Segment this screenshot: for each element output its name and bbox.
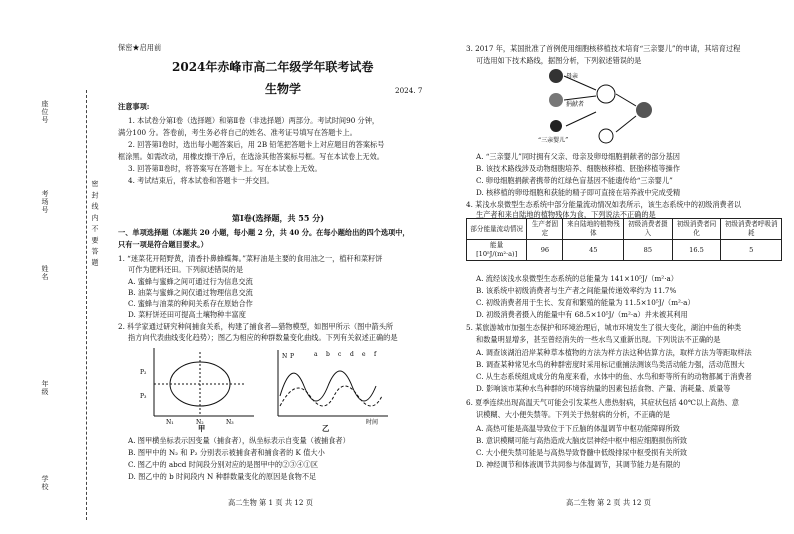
table-header-cell: 初级消费者同化	[672, 219, 721, 240]
binding-warning: 密 封 线 内 不 要 答 题	[91, 180, 99, 267]
binding-line	[86, 90, 87, 520]
section1-title: 一、单项选择题（本题共 20 小题，每小题 2 分，共 40 分。在每小题给出的四个选项中，	[118, 228, 410, 237]
table-cell: 能量 [10⁵J/(m²·a)]	[467, 240, 527, 261]
table-cell: 96	[527, 240, 563, 261]
school-label: 学校	[41, 475, 49, 491]
figure-yi-label: 乙	[322, 424, 330, 433]
q1-option-b: B. 油菜与蜜蜂之间仅通过物理信息交流	[128, 288, 253, 297]
table-cell: 45	[563, 240, 624, 261]
diagram-label-donor: 捐献者	[566, 101, 585, 108]
q5-option-b: B. 调查某种常见水鸟的种群密度时采用标记重捕法测该鸟类活动能力强，活动范围大	[476, 360, 745, 369]
arrow-line	[616, 116, 636, 132]
fig-a-mark: N₃	[226, 419, 234, 426]
confidential-mark: 保密★启用前	[118, 43, 162, 52]
seat-number-label: 座位号	[41, 100, 49, 124]
q3-diagram	[536, 66, 666, 148]
notice-line: 1. 本试卷分第Ⅰ卷（选择题）和第Ⅱ卷（非选择题）两部分。考试时间90 分钟，	[128, 116, 380, 125]
mother-oocyte-icon	[549, 69, 563, 83]
q6-option-a: A. 高热可能是高温导致位于下丘脑的体温调节中枢功能障碍所致	[476, 424, 680, 433]
section1-title-cont: 只有一项是符合题目要求。）	[118, 240, 208, 249]
fig-b-mark: c	[338, 351, 342, 358]
q3-option-a: A. “三亲婴儿”同时拥有父亲、母亲及卵母细胞捐献者的部分基因	[476, 152, 680, 161]
q6-stem: 6. 夏季连续出现高温天气可能会引发某些人患热射病，其症状包括 40℃以上高热、意	[466, 398, 739, 407]
page-footer-right: 高二生物 第 2 页 共 12 页	[566, 498, 651, 507]
notice-line: 2. 回答第Ⅰ卷时，选出每小题答案后，用 2B 铅笔把答题卡上对应题目的答案标号	[128, 140, 385, 149]
table-header-row	[467, 219, 782, 240]
table-header-cell: 生产者固定	[527, 219, 563, 240]
notice-line: 3. 回答第Ⅱ卷时，将答案写在答题卡上。写在本试卷上无效。	[128, 164, 322, 173]
fig-a-mark: P₂	[140, 369, 147, 376]
q4-option-c: C. 初级消费者用于生长、发育和繁殖的能量为 11.5×10⁵J/（m²·a）	[476, 298, 695, 307]
q1-option-c: C. 蜜蜂与油菜的种间关系存在原始合作	[128, 299, 253, 308]
q3-stem: 可选用如下技术路线，据图分析，下列叙述错误的是	[476, 56, 642, 65]
energy-table	[466, 218, 782, 261]
q4-option-d: D. 初级消费者摄入的能量中有 68.5×10⁵J/（m²·a）并未被其利用	[476, 310, 688, 319]
q6-option-b: B. 意识模糊可能与高热造成大脑皮层神经中枢中相应细胞损伤所致	[476, 436, 688, 445]
fig-b-curve-p	[280, 386, 382, 406]
q3-option-b: B. 该技术路线涉及动物细胞培养、细胞核移植、胚胎移植等操作	[476, 164, 680, 173]
q1-stem: 可作为肥料还田。下列叙述错误的是	[128, 265, 244, 274]
fig-b-mark: a	[314, 351, 318, 358]
fig-a-mark: P₃	[140, 393, 147, 400]
diagram-label-baby: “三亲婴儿”	[538, 137, 569, 144]
zygote-icon	[636, 102, 652, 118]
notice-title: 注意事项:	[118, 102, 150, 111]
q4-option-b: B. 该系统中初级消费者与生产者之间能量传递效率约为 11.7%	[476, 286, 677, 295]
arrow-line	[616, 94, 636, 106]
table-cell: 16.5	[672, 240, 721, 261]
donor-oocyte-icon	[549, 93, 563, 107]
table-header-cell: 来自陆地的植物残体	[563, 219, 624, 240]
q5-option-d: D. 影响该市某种水鸟种群的环境容纳量的因素包括食物、产量、消耗量、质量等	[476, 384, 731, 393]
q2-stem: 2. 科学家通过研究种间捕食关系，构建了捕食者—猎物模型，如图甲所示（图中箭头所	[118, 322, 394, 331]
fig-a-mark: N₂	[196, 419, 204, 426]
arrow-line	[564, 96, 596, 100]
q5-option-a: A. 调查该湖泊沿岸某种草本植物的方法为样方法这种估算方法，取样方法为等距取样法	[476, 348, 752, 357]
q2-option-d: D. 图乙中的 b 时间段内 N 种群数量变化的原因是食物不足	[128, 472, 317, 481]
diagram-label-mother: 母亲	[566, 73, 579, 80]
q3-stem: 3. 2017 年，某国批准了首例使用细胞核移植技术培育“三亲婴儿”的申请，其培育过程	[466, 44, 741, 53]
figure-jia	[140, 344, 260, 426]
exam-date: 2024. 7	[395, 86, 423, 95]
table-header-cell: 初级消费者呼吸消耗	[721, 219, 782, 240]
q4-stem: 生产者和来自陆地的植物残体为食，下列说法不正确的是	[476, 210, 656, 219]
q6-option-c: C. 大小便失禁可能是与高热导致脊髓中低级排尿中枢受损有关所致	[476, 448, 688, 457]
q5-stem: 5. 某旅游城市加强生态保护和环境治理后，城市环境发生了很大变化，湖泊中鱼的种类	[466, 323, 742, 332]
father-sperm-icon	[550, 120, 562, 132]
q4-option-a: A. 流经该浅水泉微型生态系统的总能量为 141×10⁵J/（m²·a）	[476, 274, 678, 283]
fig-b-mark: f	[374, 351, 377, 358]
table-row	[467, 240, 782, 261]
q2-option-c: C. 图乙中的 abcd 时间段分别对应的是图甲中的②③④①区	[128, 460, 319, 469]
subject-title: 生物学	[265, 82, 302, 96]
q1-option-d: D. 菜籽饼还田可提高土壤物种丰富度	[128, 310, 246, 319]
table-header-cell: 部分能量流动情况	[467, 219, 527, 240]
exam-room-label: 考场号	[41, 190, 49, 214]
notice-line: 4. 考试结束后，将本试卷和答题卡一并交回。	[128, 176, 274, 185]
fig-a-mark: N₁	[166, 419, 174, 426]
table-cell: 5	[721, 240, 782, 261]
baby-icon	[599, 129, 613, 143]
fig-b-mark: d	[350, 351, 354, 358]
q1-stem: 1. “迷菜花开陌野黄，清香扑鼻蜂蝶舞。”菜籽油是主要的食用油之一，植秆和菜籽饼	[118, 254, 383, 263]
q6-stem: 识模糊、大小便失禁等。下列关于热射病的分析，不正确的是	[476, 410, 671, 419]
notice-line: 框涂黑。如需改动，用橡皮擦干净后，在选涂其他答案标号框。写在本试卷上无效。	[118, 152, 384, 161]
q3-option-d: D. 核移植的卵母细胞和获能的精子即可直接在培养液中完成受精	[476, 188, 681, 197]
q4-stem: 4. 某浅水泉微型生态系统中部分能量流动情况如表所示，该生态系统中的初级消费者以	[466, 200, 742, 209]
fig-b-mark: P	[290, 353, 295, 360]
part1-title: 第Ⅰ卷(选择题，共 55 分)	[232, 213, 325, 223]
fig-b-mark: N	[282, 353, 288, 360]
fig-b-mark: e	[362, 351, 366, 358]
q1-option-a: A. 蜜蜂与蜜蜂之间可通过行为信息交流	[128, 277, 253, 286]
reconstructed-egg-icon	[597, 85, 615, 103]
table-cell: 85	[624, 240, 672, 261]
grade-label: 年级	[41, 380, 49, 396]
figure-yi	[270, 346, 390, 426]
q2-option-a: A. 图甲横坐标表示因变量（捕食者），纵坐标表示自变量（被捕食者）	[128, 436, 350, 445]
notice-line: 满分100 分。答卷前，考生务必将自己的姓名、准考证号填写在答题卡上。	[118, 128, 357, 137]
q6-option-d: D. 神经调节和体液调节共同参与体温调节，其调节能力是有限的	[476, 460, 681, 469]
figure-jia-label: 甲	[198, 424, 206, 433]
arrow-line	[566, 112, 596, 126]
q2-stem: 指方向代表曲线变化趋势）；图乙为相应的种群数量变化曲线。下列有关叙述正确的是	[128, 333, 398, 342]
table-header-cell: 初级消费者摄入	[624, 219, 672, 240]
q3-option-c: C. 卵母细胞捐献者携带的红绿色盲基因不能遗传给“三亲婴儿”	[476, 176, 673, 185]
fig-b-mark: b	[326, 351, 330, 358]
q2-option-b: B. 图甲中的 N₂ 和 P₂ 分别表示被捕食者和捕食者的 K 值大小	[128, 448, 325, 457]
fig-b-x-label: 时间	[366, 419, 379, 426]
q5-option-c: C. 从生态系统组成成分的角度来看，水体中的鱼、水鸟和虾等所有的动物都属于消费者	[476, 372, 752, 381]
exam-title: 2024年赤峰市高二年级学年联考试卷	[172, 60, 374, 74]
name-label: 姓名	[41, 265, 49, 281]
page-footer-left: 高二生物 第 1 页 共 12 页	[228, 498, 313, 507]
fig-b-curve-n	[280, 371, 376, 401]
q5-stem: 和数量明显增多，甚至曾经消失的一些水鸟又重新出现。下列说法不正确的是	[476, 335, 721, 344]
